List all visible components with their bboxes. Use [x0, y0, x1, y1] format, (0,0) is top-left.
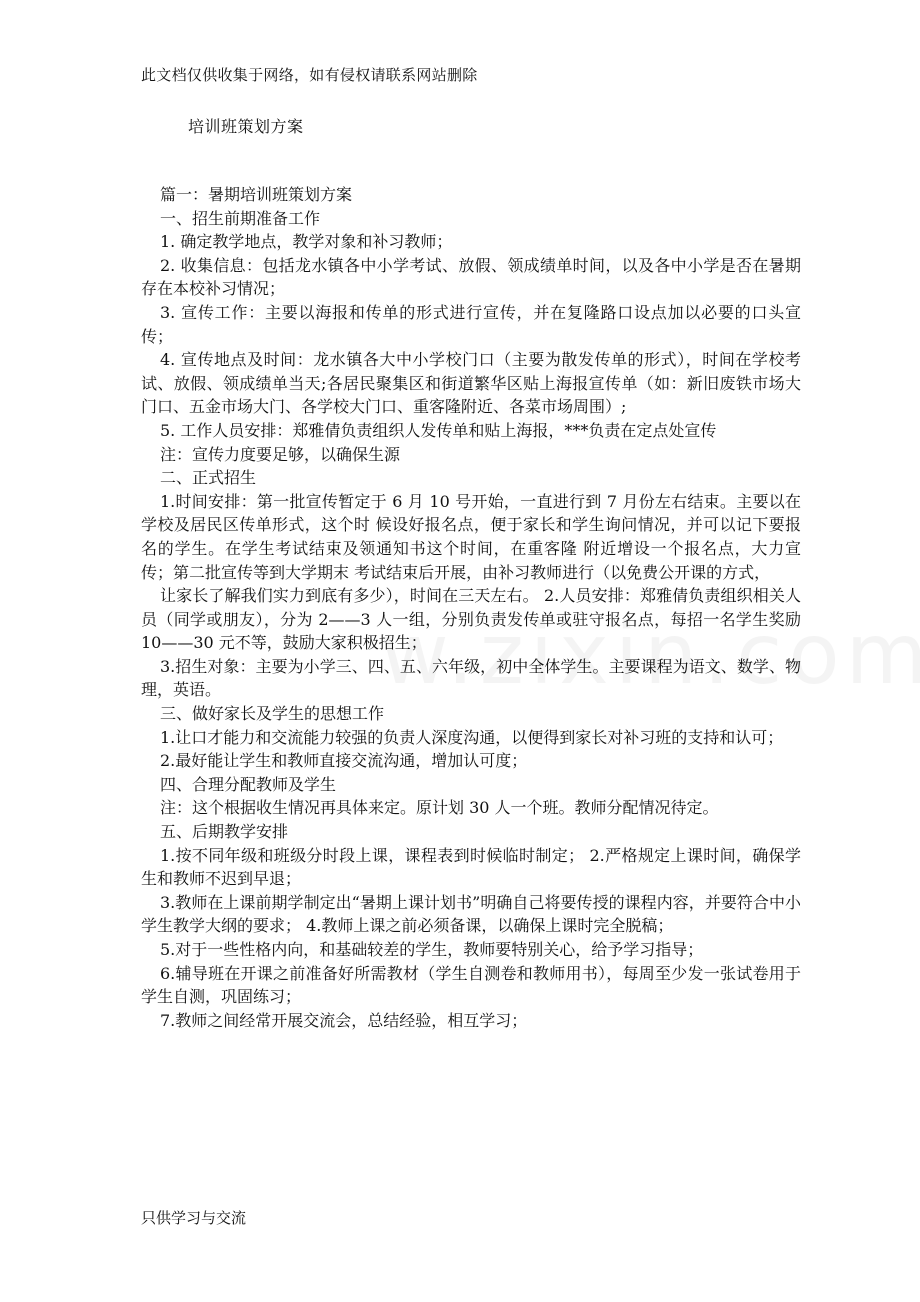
paragraph: 1.按不同年级和班级分时段上课，课程表到时候临时制定； 2.严格规定上课时间，确保学生和教师不迟到早退； [141, 845, 801, 889]
paragraph: 3.教师在上课前期学制定出“暑期上课计划书”明确自己将要传授的课程内容，并要符合中小学生教学大纲的要求； 4.教师上课之前必须备课，以确保上课时完全脱稿； [141, 892, 801, 936]
paragraph: 2.最好能让学生和教师直接交流沟通，增加认可度； [160, 751, 528, 771]
paragraph: 1.让口才能力和交流能力较强的负责人深度沟通，以便得到家长对补习班的支持和认可； [160, 727, 784, 747]
paragraph: 7.教师之间经常开展交流会，总结经验，相互学习； [160, 1010, 528, 1030]
paragraph: 3. 宣传工作：主要以海报和传单的形式进行宣传，并在复隆路口设点加以必要的口头宣传； [141, 302, 801, 346]
document-title: 培训班策划方案 [188, 117, 304, 136]
paragraph: 5. 工作人员安排：郑雅倩负责组织人发传单和贴上海报，***负责在定点处宣传 [160, 420, 717, 440]
section-heading: 四、合理分配教师及学生 [160, 774, 337, 794]
note: 注：这个根据收生情况再具体来定。原计划 30 人一个班。教师分配情况待定。 [160, 798, 719, 818]
paragraph: 3.招生对象：主要为小学三、四、五、六年级，初中全体学生。主要课程为语文、数学、物理，英语。 [141, 656, 801, 700]
watermark [380, 605, 920, 703]
page-footer-note: 只供学习与交流 [141, 1209, 247, 1227]
paragraph: 2. 收集信息：包括龙水镇各中小学考试、放假、领成绩单时间，以及各中小学是否在暑期存在本校补习情况； [141, 255, 801, 299]
section-heading: 五、后期教学安排 [160, 822, 289, 842]
paragraph: 6.辅导班在开课之前准备好所需教材（学生自测卷和教师用书），每周至少发一张试卷用于学生自测，巩固练习； [141, 963, 801, 1007]
paragraph: 1.时间安排：第一批宣传暂定于 6 月 10 号开始，一直进行到 7 月份左右结束。主要以在学校及居民区传单形式，这个时 候设好报名点，便于家长和学生询问情况，并可以记下要报 名的学生。在学生考试结束及领通知书这个时间，在重客隆 附近增设一个报名点，大力宣传；第二批宣传等到大学期末 考试结束后开展，由补习教师进行（以免费公开课的方式， [141, 491, 801, 582]
section-heading-1: 篇一：暑期培训班策划方案 [160, 185, 353, 204]
section-heading: 三、做好家长及学生的思想工作 [160, 704, 385, 724]
section-heading: 二、正式招生 [160, 468, 257, 488]
paragraph: 让家长了解我们实力到底有多少），时间在三天左右。 2.人员安排：郑雅倩负责组织相关人员（同学或朋友），分为 2——3 人一组，分别负责发传单或驻守报名点，每招一名学生奖励 10——30 元不等，鼓励大家积极招生； [141, 586, 801, 653]
paragraph: 5.对于一些性格内向，和基础较差的学生，教师要特别关心，给予学习指导； [160, 940, 704, 959]
page-header-note: 此文档仅供收集于网络，如有侵权请联系网站删除 [141, 66, 478, 84]
note: 注：宣传力度要足够，以确保生源 [160, 444, 401, 464]
paragraph: 4. 宣传地点及时间：龙水镇各大中小学校门口（主要为散发传单的形式），时间在学校考试、放假、领成绩单当天;各居民聚集区和街道繁华区贴上海报宣传单（如：新旧废铁市场大门口、五金市场大门、各学校大门口、重客隆附近、各菜市场周围）; [141, 350, 801, 417]
section-heading: 一、招生前期准备工作 [160, 208, 321, 228]
paragraph: 1. 确定教学地点，教学对象和补习教师； [160, 232, 453, 252]
